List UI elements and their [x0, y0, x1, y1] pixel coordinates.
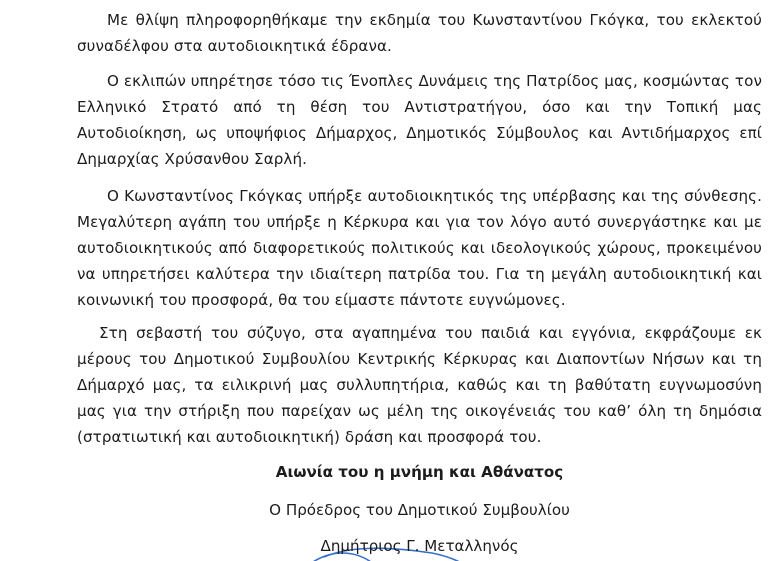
closing-line: Αιωνία του η μνήμη και Αθάνατος — [275, 463, 564, 481]
paragraph-family-condolences: Στη σεβαστή του σύζυγο, στα αγαπημένα του παιδιά και εγγόνια, εκφράζουμε εκ μέρους του Δημοτικού Συμβουλίου Κεντρικής Κέρκυρας και Διαποντίων Νήσων και τη Δήμαρχό μας, τα ειλικρινή μας συλλυπητήρια, καθώς και τη βαθύτατη ευγνωμοσύνη μας για την στήριξη που παρείχαν ως μέλη της οικογένειάς του καθ’ όλη τη δημόσια (στρατιωτική και αυτοδιοικητική) δράση και προσφορά του. — [77, 324, 762, 446]
signatory-name: Δημήτριος Γ. Μεταλληνός — [320, 537, 519, 555]
president-title: Ο Πρόεδρος του Δημοτικού Συμβουλίου — [269, 501, 570, 519]
paragraph-legacy: Ο Κωνσταντίνος Γκόγκας υπήρξε αυτοδιοικητικός της υπέρβασης και της σύνθεσης. Μεγαλύτερη αγάπη του υπήρξε η Κέρκυρα και για τον λόγο αυτό συνεργάστηκε και με αυτοδιοικητικούς από διαφορετικούς πολιτικούς και ιδεολογικούς χώρους, προκειμένου να υπηρετήσει καλύτερα την ιδιαίτερη πατρίδα του. Για τη μεγάλη αυτοδιοικητική και κοινωνική του προσφορά, θα του είμαστε πάντοτε ευγνώμονες. — [77, 187, 762, 309]
paragraph-service: Ο εκλιπών υπηρέτησε τόσο τις Ένοπλες Δυνάμεις της Πατρίδος μας, κοσμώντας τον Ελληνικό Στρατό από τη θέση του Αντιστρατήγου, όσο και την Τοπική μας Αυτοδιοίκηση, ως υποψήφιος Δήμαρχος, Δημοτικός Σύμβουλος και Αντιδήμαρχος επί Δημαρχίας Χρύσανθου Σαρλή. — [77, 72, 762, 168]
paragraph-condolence-intro: Με θλίψη πληροφορηθήκαμε την εκδημία του Κωνσταντίνου Γκόγκα, του εκλεκτού συναδέλφου στα αυτοδιοικητικά έδρανα. — [77, 11, 762, 55]
